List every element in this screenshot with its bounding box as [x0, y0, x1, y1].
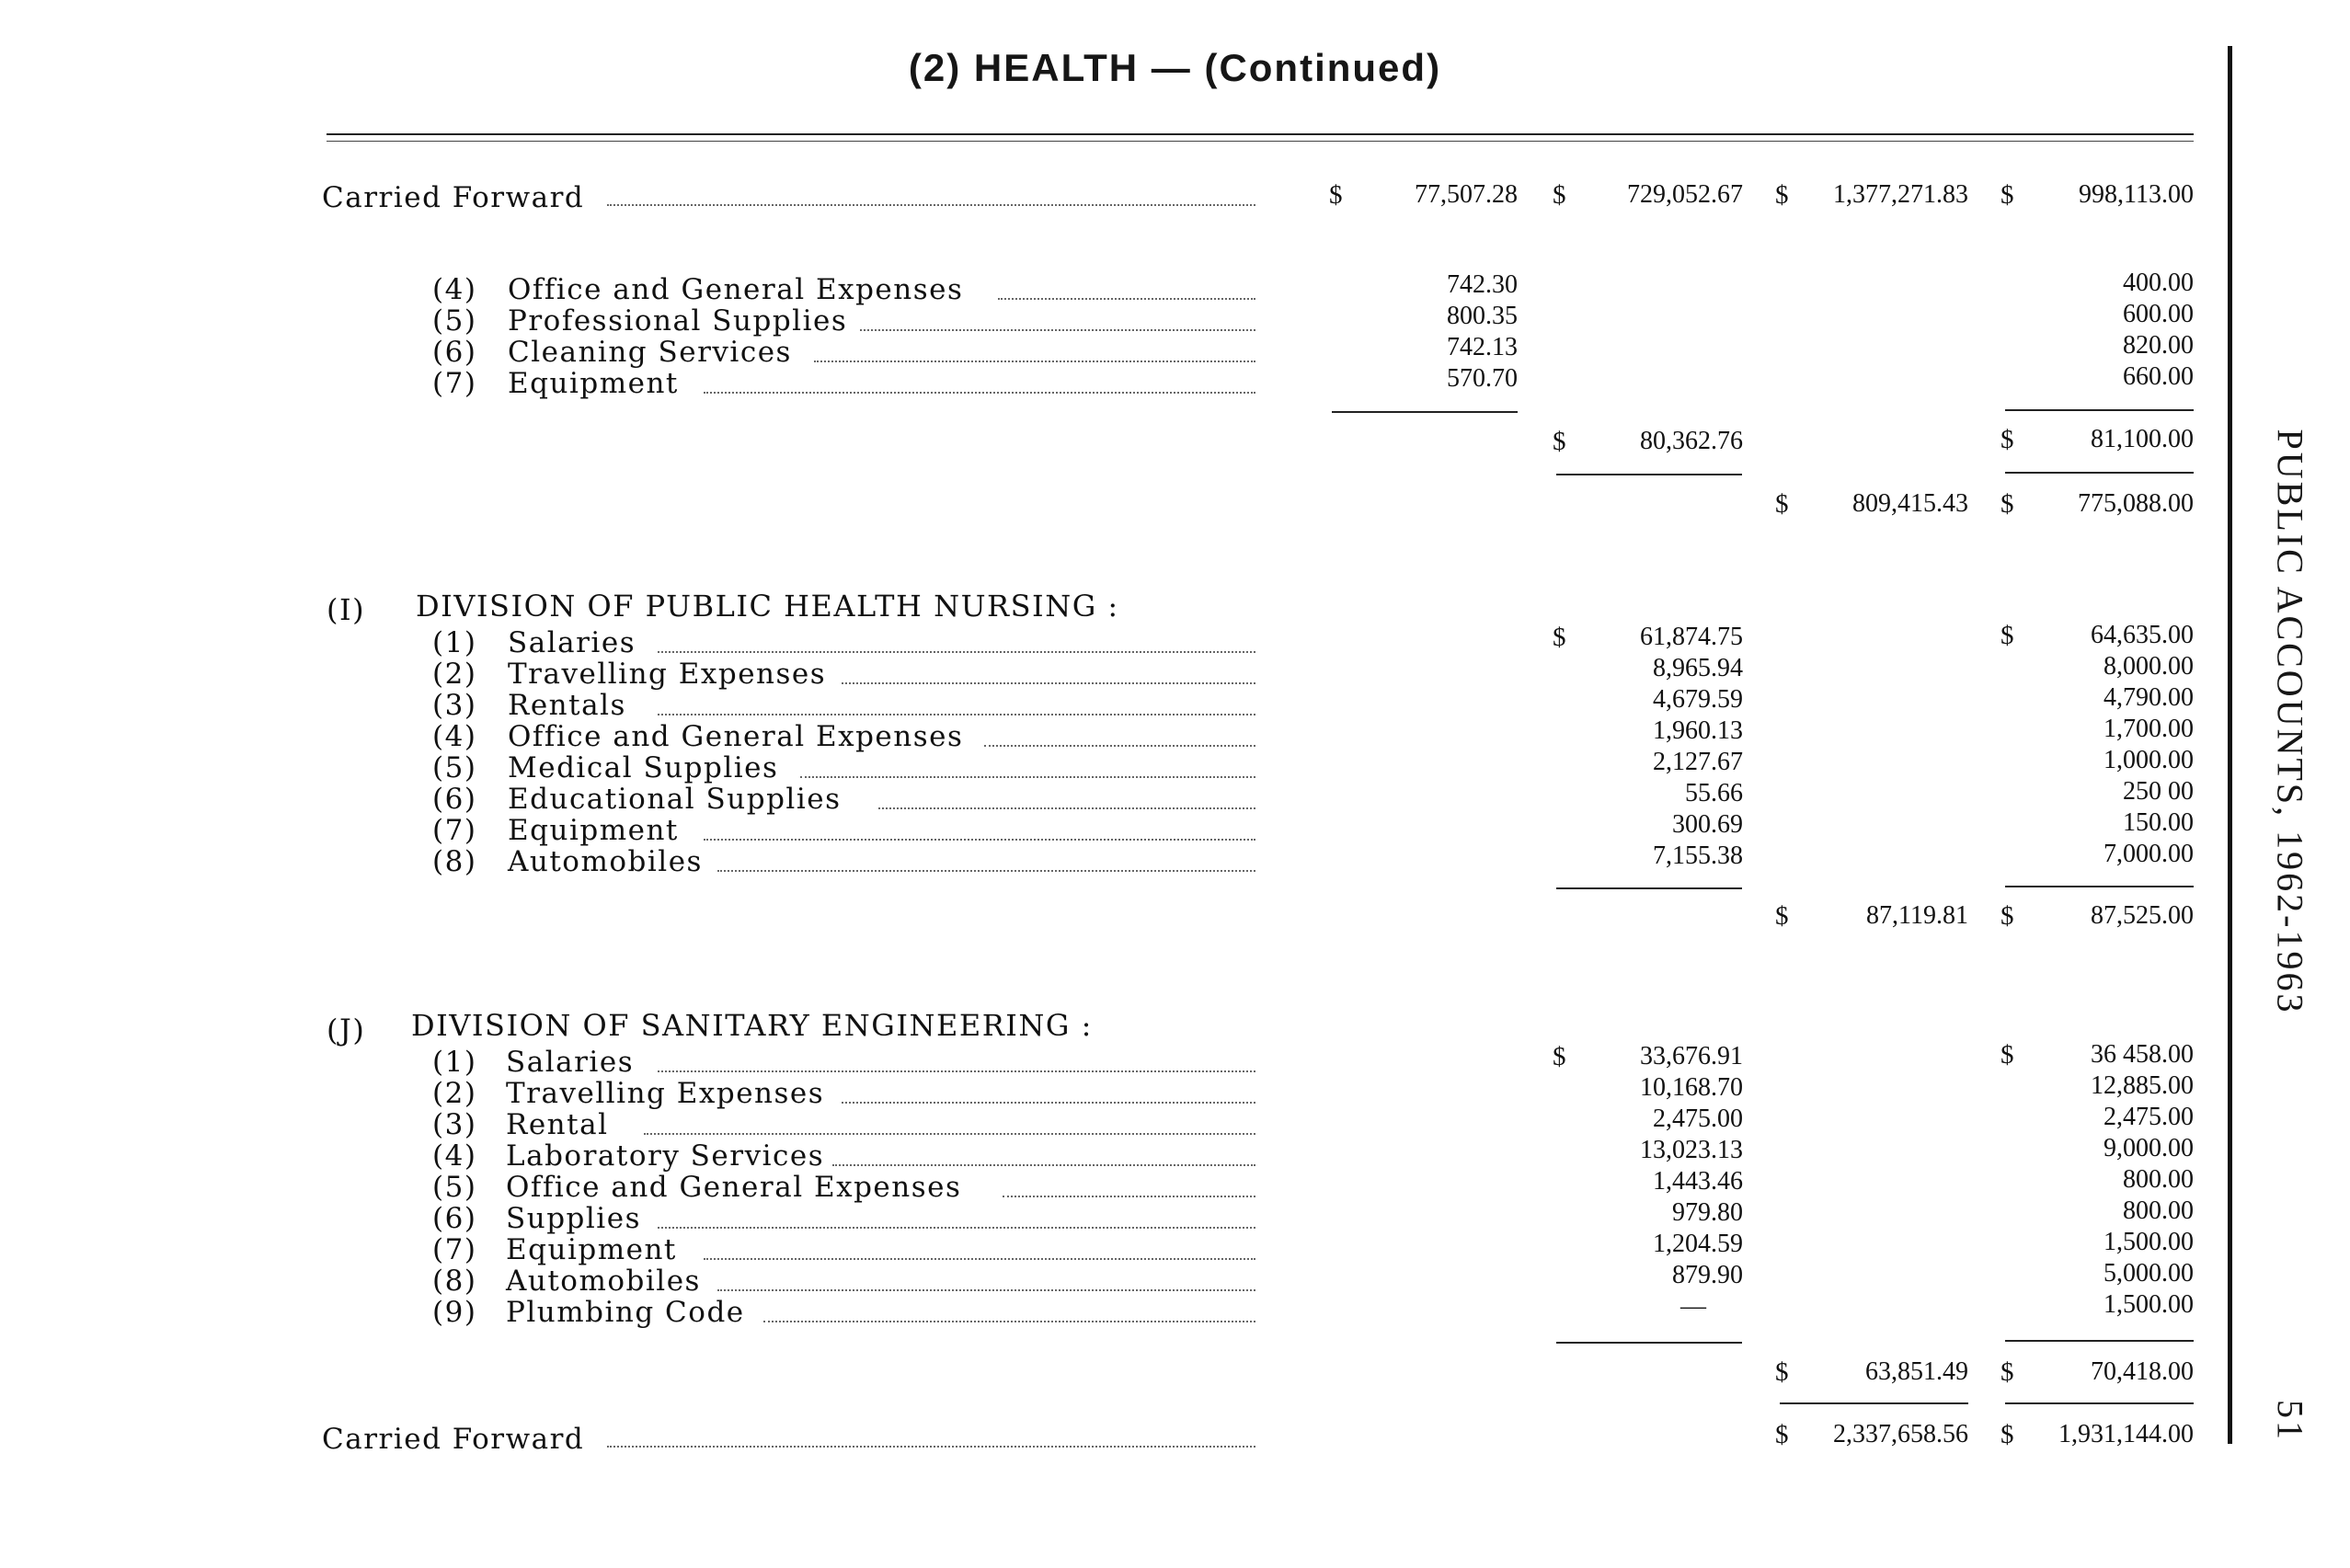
leader-dots — [814, 361, 1255, 362]
dollar-sign: $ — [2000, 1420, 2014, 1449]
item-c4: 250 00 — [2123, 777, 2194, 806]
item-c2: 300.69 — [1672, 810, 1743, 839]
item-number: (4) — [432, 273, 477, 306]
leader-dots — [658, 1070, 1255, 1072]
item-label: Rental — [506, 1108, 609, 1141]
item-number: (6) — [432, 1202, 477, 1235]
item-number: (7) — [432, 814, 477, 847]
total-c3: 63,851.49 — [1865, 1357, 1968, 1386]
dollar-sign: $ — [1775, 901, 1789, 931]
item-c2: — — [1680, 1292, 1706, 1321]
dollar-sign: $ — [1775, 489, 1789, 519]
item-c2: 8,965.94 — [1653, 654, 1743, 682]
item-c4: 800.00 — [2123, 1196, 2194, 1225]
leader-dots — [1003, 1196, 1255, 1197]
item-c4: 36 458.00 — [2091, 1040, 2194, 1069]
item-c2: 55.66 — [1685, 779, 1743, 807]
subtotal-c2: 80,362.76 — [1640, 427, 1743, 455]
item-number: (7) — [432, 367, 477, 400]
item-c2: 7,155.38 — [1653, 841, 1743, 870]
item-c4: 12,885.00 — [2091, 1071, 2194, 1100]
dollar-sign: $ — [2000, 621, 2014, 650]
item-number: (1) — [432, 626, 477, 659]
item-label: Cleaning Services — [508, 336, 792, 369]
section-letter: (J) — [327, 1013, 366, 1047]
item-c4: 2,475.00 — [2104, 1103, 2194, 1131]
section-letter: (I) — [327, 592, 366, 627]
item-number: (8) — [432, 1265, 477, 1298]
item-label: Salaries — [506, 1046, 635, 1079]
leader-dots — [832, 1164, 1255, 1166]
item-c4: 660.00 — [2123, 362, 2194, 391]
item-number: (6) — [432, 783, 477, 816]
leader-dots — [984, 745, 1255, 747]
item-label: Equipment — [508, 814, 679, 847]
subtotal-rule — [2005, 409, 2194, 411]
item-c4: 1,500.00 — [2104, 1228, 2194, 1256]
item-number: (9) — [432, 1296, 477, 1329]
dollar-sign: $ — [2000, 180, 2014, 210]
total-c3: 809,415.43 — [1852, 489, 1968, 518]
header-rule-lower — [327, 141, 2194, 142]
leader-dots — [717, 870, 1255, 872]
item-c4: 7,000.00 — [2104, 840, 2194, 868]
item-c4: 820.00 — [2123, 331, 2194, 360]
item-label: Laboratory Services — [506, 1139, 825, 1173]
total-rule — [2005, 1402, 2194, 1404]
total-c3: 87,119.81 — [1866, 901, 1968, 930]
dollar-sign: $ — [2000, 1357, 2014, 1387]
leader-dots — [998, 298, 1255, 300]
leader-dots — [658, 1227, 1255, 1229]
subtotal-rule — [1556, 1342, 1742, 1344]
item-c2: 2,127.67 — [1653, 748, 1743, 776]
dollar-sign: $ — [1775, 1420, 1789, 1449]
item-number: (5) — [432, 1171, 477, 1204]
item-c4: 150.00 — [2123, 808, 2194, 837]
item-label: Travelling Expenses — [508, 658, 827, 691]
leader-dots — [644, 1133, 1255, 1135]
item-label: Office and General Expenses — [506, 1171, 962, 1204]
item-c4: 1,000.00 — [2104, 746, 2194, 774]
item-number: (6) — [432, 336, 477, 369]
subtotal-rule — [1332, 411, 1518, 413]
item-c1: 742.30 — [1447, 270, 1518, 299]
carried-forward-c4: 998,113.00 — [2079, 180, 2194, 209]
item-c4: 4,790.00 — [2104, 683, 2194, 712]
dollar-sign: $ — [1553, 427, 1566, 456]
carried-forward-c3: 1,377,271.83 — [1833, 180, 1968, 209]
page-title: (2) HEALTH — (Continued) — [908, 46, 1442, 89]
item-c2: 879.90 — [1672, 1261, 1743, 1289]
dollar-sign: $ — [2000, 1040, 2014, 1070]
item-c4: 800.00 — [2123, 1165, 2194, 1194]
item-c4: 9,000.00 — [2104, 1134, 2194, 1162]
item-label: Salaries — [508, 626, 636, 659]
item-number: (4) — [432, 720, 477, 753]
item-label: Office and General Expenses — [508, 720, 964, 753]
subtotal-rule — [2005, 1340, 2194, 1342]
item-c1: 570.70 — [1447, 364, 1518, 393]
carried-forward-c3: 2,337,658.56 — [1833, 1420, 1968, 1448]
item-number: (2) — [432, 1077, 477, 1110]
item-number: (1) — [432, 1046, 477, 1079]
total-rule — [2005, 472, 2194, 474]
dollar-sign: $ — [1553, 180, 1566, 210]
leader-dots — [658, 651, 1255, 653]
item-label: Office and General Expenses — [508, 273, 964, 306]
dollar-sign: $ — [2000, 901, 2014, 931]
item-label: Educational Supplies — [508, 783, 842, 816]
dollar-sign: $ — [2000, 425, 2014, 454]
total-rule — [1556, 474, 1742, 475]
item-label: Plumbing Code — [506, 1296, 745, 1329]
item-number: (2) — [432, 658, 477, 691]
total-c4: 70,418.00 — [2091, 1357, 2194, 1386]
dollar-sign: $ — [1775, 180, 1789, 210]
item-c2: 2,475.00 — [1653, 1104, 1743, 1133]
header-rule — [327, 133, 2194, 135]
item-c2: 979.80 — [1672, 1198, 1743, 1227]
leader-dots — [800, 776, 1255, 778]
total-c4: 87,525.00 — [2091, 901, 2194, 930]
item-number: (5) — [432, 751, 477, 784]
item-label: Supplies — [506, 1202, 641, 1235]
item-c2: 13,023.13 — [1640, 1136, 1743, 1164]
item-c4: 64,635.00 — [2091, 621, 2194, 649]
dollar-sign: $ — [1553, 1042, 1566, 1071]
item-c1: 800.35 — [1447, 302, 1518, 330]
item-c4: 600.00 — [2123, 300, 2194, 328]
leader-dots — [704, 392, 1255, 394]
carried-forward-c2: 729,052.67 — [1627, 180, 1743, 209]
leader-dots — [607, 204, 1255, 206]
leader-dots — [763, 1321, 1255, 1322]
item-c4: 5,000.00 — [2104, 1259, 2194, 1288]
dollar-sign: $ — [1329, 180, 1343, 210]
item-c4: 8,000.00 — [2104, 652, 2194, 681]
total-c4: 775,088.00 — [2078, 489, 2194, 518]
leader-dots — [842, 682, 1255, 684]
item-number: (8) — [432, 845, 477, 878]
item-label: Travelling Expenses — [506, 1077, 825, 1110]
item-number: (3) — [432, 689, 477, 722]
carried-forward-label: Carried Forward — [322, 181, 585, 214]
item-c2: 1,204.59 — [1653, 1230, 1743, 1258]
dollar-sign: $ — [1775, 1357, 1789, 1387]
page-number: 51 — [2269, 1400, 2311, 1442]
leader-dots — [658, 714, 1255, 715]
dollar-sign: $ — [2000, 489, 2014, 519]
leader-dots — [842, 1102, 1255, 1104]
side-label: PUBLIC ACCOUNTS, 1962-1963 — [2269, 429, 2311, 1015]
item-c1: 742.13 — [1447, 333, 1518, 361]
leader-dots — [878, 807, 1255, 809]
item-label: Equipment — [508, 367, 679, 400]
item-c4: 1,700.00 — [2104, 715, 2194, 743]
total-rule — [1780, 1402, 1968, 1404]
leader-dots — [607, 1446, 1255, 1448]
leader-dots — [704, 839, 1255, 841]
item-label: Professional Supplies — [508, 304, 848, 338]
carried-forward-c1: 77,507.28 — [1415, 180, 1518, 209]
item-label: Automobiles — [506, 1265, 701, 1298]
carried-forward-label: Carried Forward — [322, 1423, 585, 1456]
section-title: DIVISION OF SANITARY ENGINEERING : — [411, 1008, 1093, 1043]
item-c2: 61,874.75 — [1640, 623, 1743, 651]
item-number: (4) — [432, 1139, 477, 1173]
item-number: (3) — [432, 1108, 477, 1141]
subtotal-c4: 81,100.00 — [2091, 425, 2194, 453]
item-c2: 1,443.46 — [1653, 1167, 1743, 1196]
item-c2: 33,676.91 — [1640, 1042, 1743, 1070]
leader-dots — [717, 1289, 1255, 1291]
item-number: (7) — [432, 1233, 477, 1266]
item-c4: 1,500.00 — [2104, 1290, 2194, 1319]
item-c2: 10,168.70 — [1640, 1073, 1743, 1102]
item-label: Equipment — [506, 1233, 677, 1266]
subtotal-rule — [2005, 886, 2194, 887]
item-label: Automobiles — [508, 845, 703, 878]
item-number: (5) — [432, 304, 477, 338]
dollar-sign: $ — [1553, 623, 1566, 652]
carried-forward-c4: 1,931,144.00 — [2058, 1420, 2194, 1448]
item-c2: 4,679.59 — [1653, 685, 1743, 714]
section-title: DIVISION OF PUBLIC HEALTH NURSING : — [416, 589, 1119, 624]
item-label: Medical Supplies — [508, 751, 779, 784]
leader-dots — [860, 329, 1255, 331]
item-c4: 400.00 — [2123, 269, 2194, 297]
leader-dots — [704, 1258, 1255, 1260]
item-label: Rentals — [508, 689, 626, 722]
margin-rule — [2228, 46, 2232, 1444]
item-c2: 1,960.13 — [1653, 716, 1743, 745]
subtotal-rule — [1556, 887, 1742, 889]
